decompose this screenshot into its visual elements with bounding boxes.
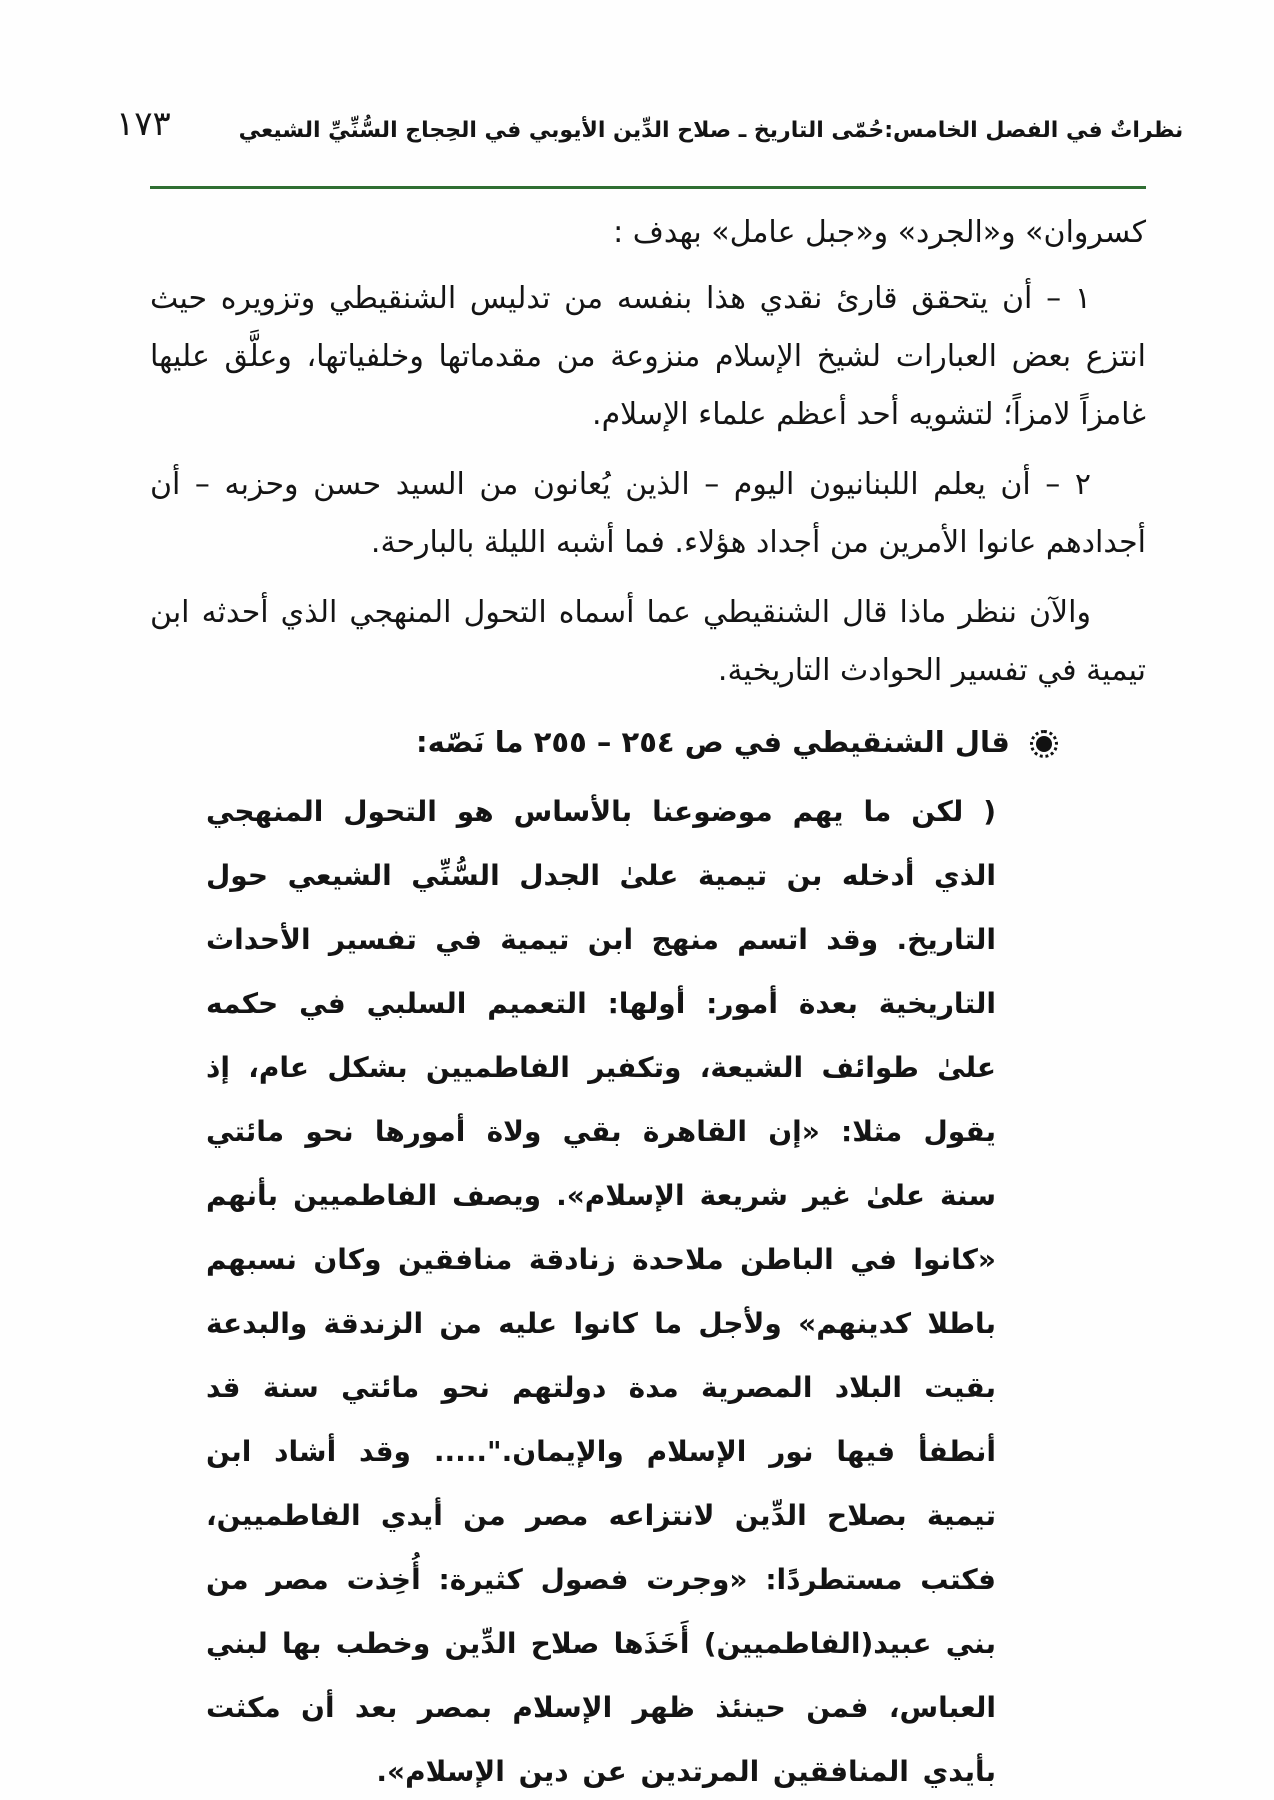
quote-heading — [150, 716, 1058, 768]
page-number: ١٧٣ — [116, 104, 171, 144]
sun-bullet-icon — [1030, 730, 1058, 758]
continuation-line: كسروان» و«الجرد» و«جبل عامل» بهدف : — [613, 215, 1146, 250]
page-body — [150, 206, 1146, 1800]
intro-paragraph: والآن ننظر ماذا قال الشنقيطي عما أسماه التحول المنهجي الذي أحدثه ابن تيمية في تفسير الحوادث التاريخية. — [150, 595, 1146, 688]
numbered-item-2: ٢ – أن يعلم اللبنانيون اليوم – الذين يُعانون من السيد حسن وحزبه – أن أجدادهم عانوا الأمرين من أجداد هؤلاء. فما أشبه الليلة بالبارحة. — [150, 467, 1146, 560]
divider-rule — [150, 186, 1146, 189]
quote-heading-text: قال الشنقيطي في ص ٢٥٤ – ٢٥٥ ما نَصّه: — [416, 725, 1010, 759]
quote-block: ( لكن ما يهم موضوعنا بالأساس هو التحول المنهجي الذي أدخله بن تيمية علىٰ الجدل السُّنِّي الشيعي حول التاريخ. وقد اتسم منهج ابن تيمية في تفسير الأحداث التاريخية بعدة أمور: أولها: التعميم السلبي في حكمه علىٰ طوائف الشيعة، وتكفير الفاطميين بشكل عام، إذ يقول مثلا: «إن القاهرة بقي ولاة أمورها نحو مائتي سنة علىٰ غير شريعة الإسلام». ويصف الفاطميين بأنهم «كانوا في الباطن ملاحدة زنادقة منافقين وكان نسبهم باطلا كدينهم» ولأجل ما كانوا عليه من الزندقة والبدعة بقيت البلاد المصرية مدة دولتهم نحو مائتي سنة قد أنطفأ فيها نور الإسلام والإيمان."..... وقد أشاد ابن تيمية بصلاح الدِّين لانتزاعه مصر من أيدي الفاطميين، فكتب مستطردًا: «وجرت فصول كثيرة: أُخِذت مصر من بني عبيد(الفاطميين) أَخَذَها صلاح الدِّين وخطب بها لبني العباس، فمن حينئذ ظهر الإسلام بمصر بعد أن مكثت بأيدي المنافقين المرتدين عن دين الإسلام». — [206, 795, 996, 1788]
numbered-item-1: ١ – أن يتحقق قارئ نقدي هذا بنفسه من تدليس الشنقيطي وتزويره حيث انتزع بعض العبارات لشيخ الإسلام منزوعة من مقدماتها وخلفياتها، وعلَّق عليها غامزاً لامزاً؛ لتشويه أحد أعظم علماء الإسلام. — [150, 281, 1146, 432]
running-header: نظراتٌ في الفصل الخامس:حُمّى التاريخ ـ صلاح الدِّين الأيوبي في الحِجاج السُّنِّيِّ الشيعي — [238, 118, 1184, 143]
